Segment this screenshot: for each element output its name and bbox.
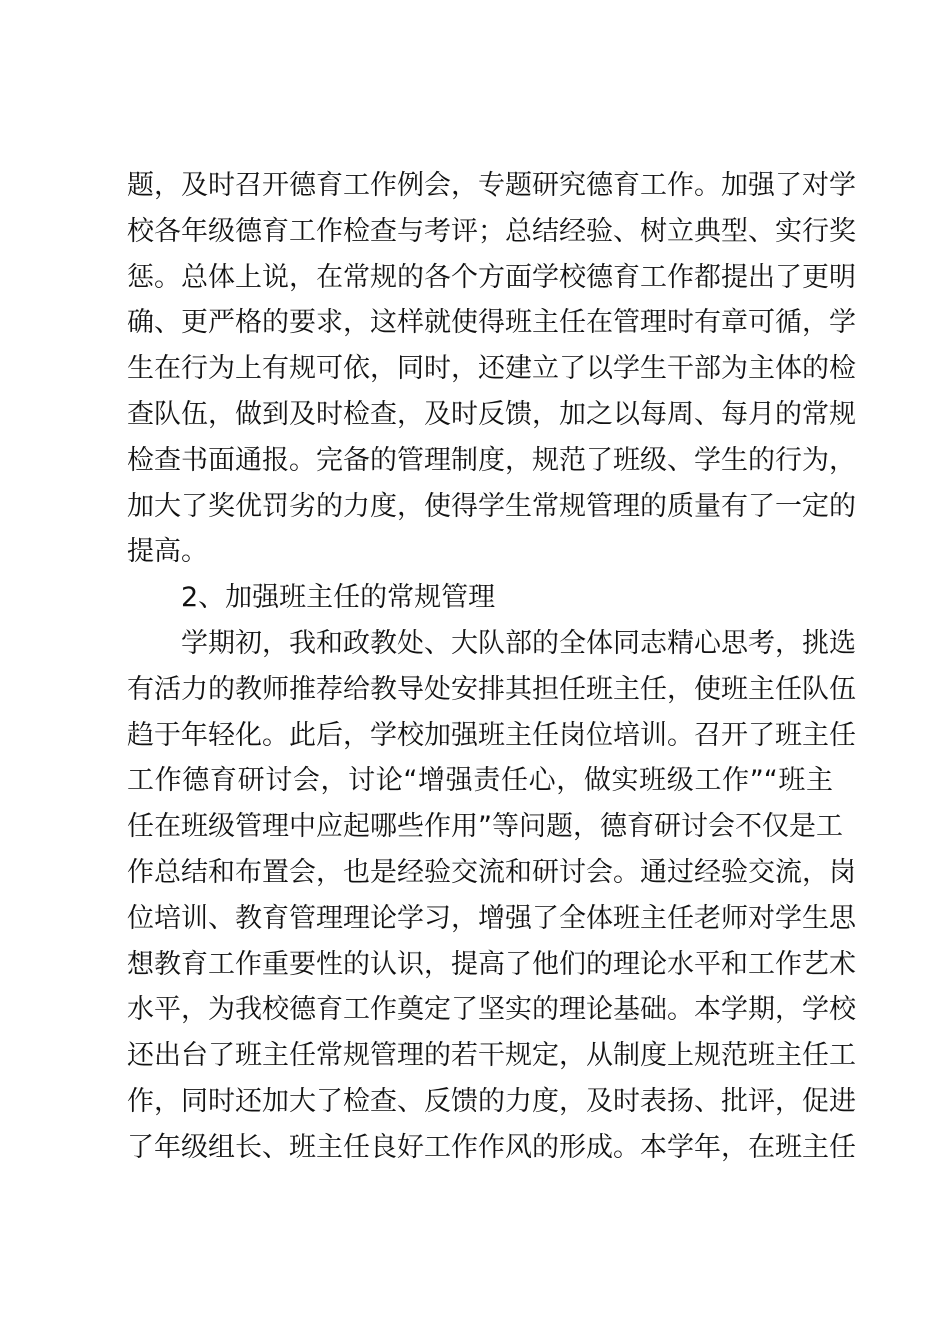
text-line: 题，及时召开德育工作例会，专题研究德育工作。加强了对学 bbox=[127, 170, 856, 201]
text-line: 有活力的教师推荐给教导处安排其担任班主任，使班主任队伍 bbox=[127, 673, 856, 705]
text-line: 工作德育研讨会，讨论“增强责任心，做实班级工作”“班主 bbox=[127, 765, 833, 797]
section-heading: 2、加强班主任的常规管理 bbox=[181, 582, 496, 614]
text-line: 检查书面通报。完备的管理制度，规范了班级、学生的行为， bbox=[127, 444, 856, 476]
text-line: 趋于年轻化。此后，学校加强班主任岗位培训。召开了班主任 bbox=[127, 719, 856, 751]
text-line: 水平，为我校德育工作奠定了坚实的理论基础。本学期，学校 bbox=[127, 994, 856, 1026]
text-line: 学期初，我和政教处、大队部的全体同志精心思考，挑选 bbox=[181, 627, 856, 659]
text-line: 作，同时还加大了检查、反馈的力度，及时表扬、批评，促进 bbox=[127, 1085, 856, 1117]
text-line: 提高。 bbox=[127, 536, 208, 568]
text-line: 确、更严格的要求，这样就使得班主任在管理时有章可循，学 bbox=[127, 307, 856, 339]
text-line: 查队伍，做到及时检查，及时反馈，加之以每周、每月的常规 bbox=[127, 398, 856, 430]
text-line: 任在班级管理中应起哪些作用”等问题，德育研讨会不仅是工 bbox=[127, 811, 843, 843]
text-line: 惩。总体上说，在常规的各个方面学校德育工作都提出了更明 bbox=[127, 261, 856, 293]
paragraph-continuation bbox=[127, 163, 856, 575]
text-line: 作总结和布置会，也是经验交流和研讨会。通过经验交流，岗 bbox=[127, 856, 856, 888]
text-line: 想教育工作重要性的认识，提高了他们的理论水平和工作艺术 bbox=[127, 948, 856, 980]
text-line: 加大了奖优罚劣的力度，使得学生常规管理的质量有了一定的 bbox=[127, 490, 856, 522]
body-text bbox=[127, 163, 856, 1171]
text-line: 生在行为上有规可依，同时，还建立了以学生干部为主体的检 bbox=[127, 353, 856, 385]
text-line: 还出台了班主任常规管理的若干规定，从制度上规范班主任工 bbox=[127, 1040, 856, 1072]
text-line: 位培训、教育管理理论学习，增强了全体班主任老师对学生思 bbox=[127, 902, 856, 934]
paragraph-class-teacher-management bbox=[127, 621, 856, 1171]
text-line: 校各年级德育工作检查与考评；总结经验、树立典型、实行奖 bbox=[127, 215, 856, 247]
text-line: 了年级组长、班主任良好工作作风的形成。本学年，在班主任 bbox=[127, 1131, 856, 1163]
